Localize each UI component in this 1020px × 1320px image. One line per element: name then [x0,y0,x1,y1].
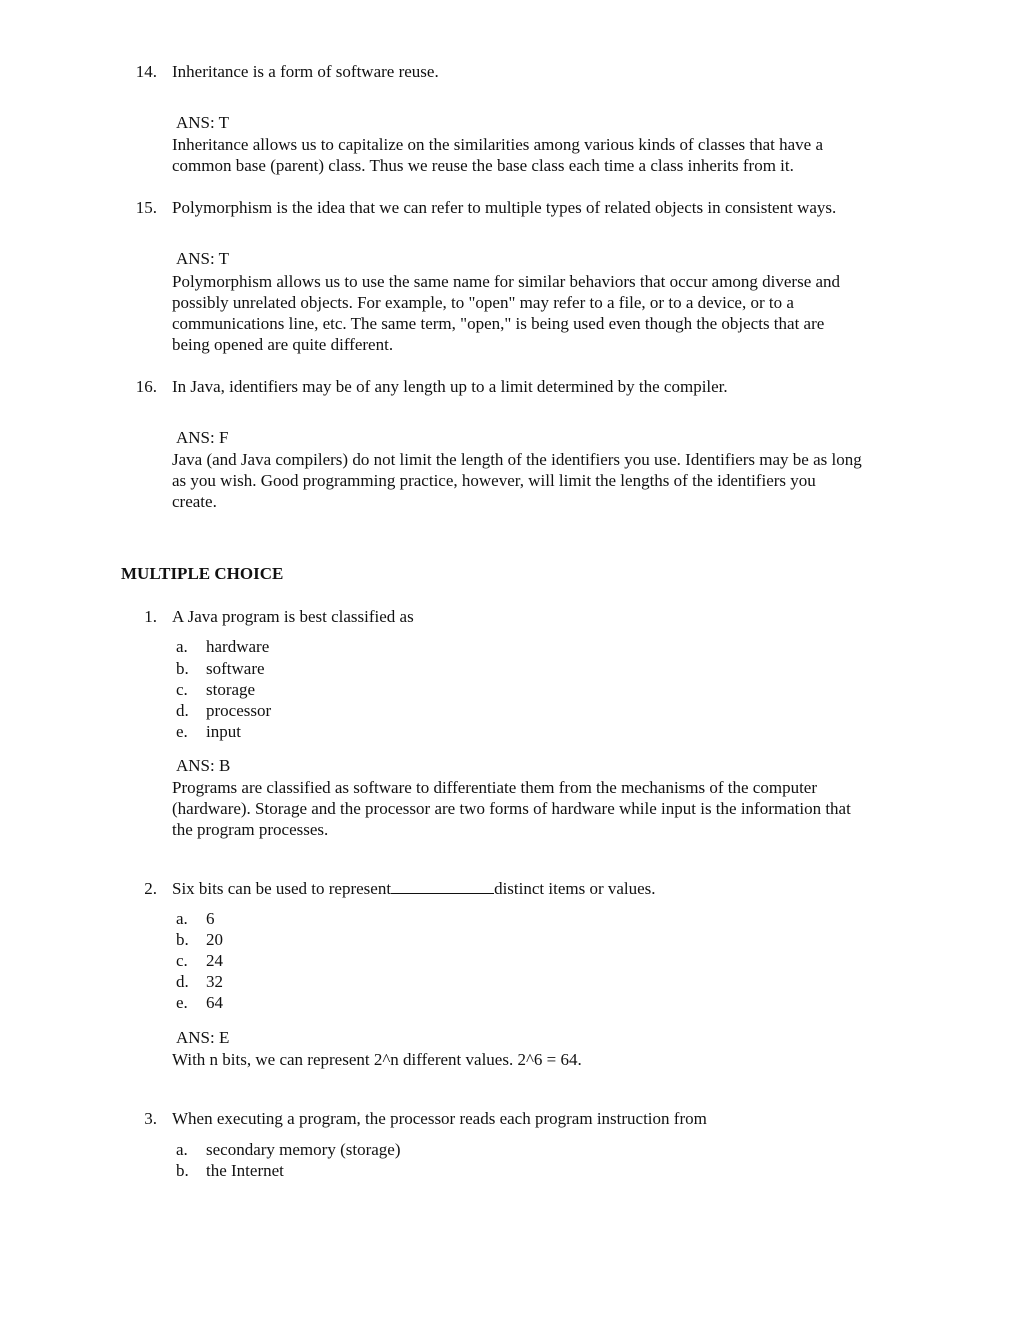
answer-label: ANS: F [176,428,229,447]
option-letter: e. [176,993,188,1012]
explanation-line: Polymorphism allows us to use the same name for similar behaviors that occur among diverse and [172,272,841,291]
section-heading: MULTIPLE CHOICE [121,564,284,583]
explanation-line: Java (and Java compilers) do not limit the length of the identifiers you use. Identifiers may be as long [172,450,862,469]
option-letter: a. [176,637,188,656]
explanation-line: possibly unrelated objects. For example, to "open" may refer to a file, or to a device, or to a [172,293,794,312]
option-text: secondary memory (storage) [206,1140,401,1159]
option-letter: d. [176,972,189,991]
question-number: 3. [144,1109,157,1128]
option-text: 20 [206,930,223,949]
option-text: hardware [206,637,270,656]
explanation-line: With n bits, we can represent 2^n different values. 2^6 = 64. [172,1050,582,1069]
explanation-line: Programs are classified as software to differentiate them from the mechanisms of the computer [172,778,817,797]
question-text: When executing a program, the processor reads each program instruction from [172,1109,707,1128]
option-text: input [206,722,241,741]
option-letter: a. [176,1140,188,1159]
option-text: 24 [206,951,223,970]
explanation-line: (hardware). Storage and the processor are two forms of hardware while input is the information that [172,799,851,818]
question-text-after: distinct items or values. [494,879,656,898]
option-text: 64 [206,993,223,1012]
option-letter: b. [176,1161,189,1180]
question-number: 1. [144,607,157,626]
option-text: the Internet [206,1161,284,1180]
option-text: processor [206,701,272,720]
question-text [172,878,656,899]
question-text: In Java, identifiers may be of any length up to a limit determined by the compiler. [172,377,728,396]
option-letter: c. [176,951,188,970]
answer-label: ANS: B [176,756,231,775]
option-text: software [206,659,265,678]
question-text-before: Six bits can be used to represent [172,879,392,898]
option-text: 32 [206,972,223,991]
question-number: 15. [135,198,157,217]
explanation-line: the program processes. [172,820,329,839]
question-text: A Java program is best classified as [172,607,414,626]
option-letter: b. [176,659,189,678]
question-number: 16. [135,377,157,396]
question-text: Inheritance is a form of software reuse. [172,62,439,81]
explanation-line: communications line, etc. The same term, "open," is being used even though the objects that are [172,314,825,333]
explanation-line: as you wish. Good programming practice, however, will limit the lengths of the identifiers you [172,471,816,490]
option-letter: e. [176,722,188,741]
answer-label: ANS: T [176,249,230,268]
answer-label: ANS: T [176,113,230,132]
answer-blank [391,878,494,894]
question-text: Polymorphism is the idea that we can refer to multiple types of related objects in consistent ways. [172,198,837,217]
option-letter: b. [176,930,189,949]
option-letter: a. [176,909,188,928]
option-letter: d. [176,701,189,720]
question-number: 14. [135,62,157,81]
option-letter: c. [176,680,188,699]
option-text: 6 [206,909,215,928]
explanation-line: common base (parent) class. Thus we reuse the base class each time a class inherits from it. [172,156,794,175]
explanation-line: Inheritance allows us to capitalize on the similarities among various kinds of classes that have a [172,135,824,154]
explanation-line: create. [172,492,217,511]
explanation-line: being opened are quite different. [172,335,394,354]
option-text: storage [206,680,256,699]
answer-label: ANS: E [176,1028,230,1047]
question-number: 2. [144,879,157,898]
